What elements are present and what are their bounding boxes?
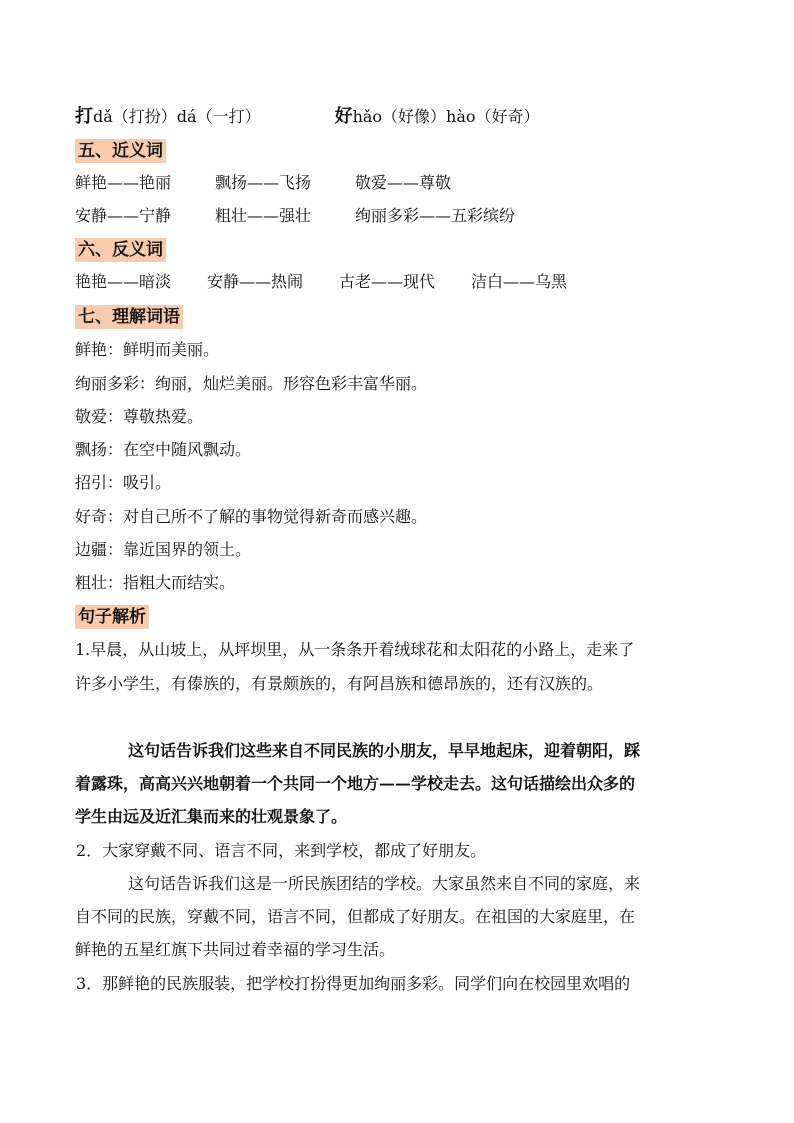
explanation-1-line-2: 着露珠，高高兴兴地朝着一个共同一个地方——学校走去。这句话描绘出众多的: [75, 774, 636, 793]
antonyms-heading: 六、反义词: [73, 238, 168, 262]
explanation-2-line-3: 鲜艳的五星红旗下共同过着幸福的学习生活。: [75, 940, 396, 959]
antonyms-row-1: [75, 271, 567, 293]
polyphonic-readings-hao: hǎo（好像）hào（好奇）: [352, 107, 540, 126]
sentence-2-line-1: 2．大家穿戴不同、语言不同，来到学校，都成了好朋友。: [76, 841, 487, 860]
antonym-pair: 古老——现代: [339, 272, 436, 291]
synonym-pair: 绚丽多彩——五彩缤纷: [355, 206, 516, 225]
antonym-pair: 安静——热闹: [207, 272, 304, 291]
definition-item: 鲜艳：鲜明而美丽。: [75, 340, 220, 359]
synonym-pair: 粗壮——强壮: [215, 206, 312, 225]
definition-item: 飘扬：在空中随风飘动。: [75, 440, 252, 459]
sentence-1-line-1: 1.早晨，从山坡上，从坪坝里，从一条条开着绒球花和太阳花的小路上，走来了: [75, 640, 635, 659]
antonym-pair: 艳艳——暗淡: [75, 272, 172, 291]
explanation-2-line-1: 这句话告诉我们这是一所民族团结的学校。大家虽然来自不同的家庭，来: [128, 874, 641, 893]
antonym-pair: 洁白——乌黑: [471, 272, 568, 291]
synonym-pair: 安静——宁静: [75, 206, 172, 225]
polyphonic-line: [75, 106, 540, 128]
definition-item: 好奇：对自己所不了解的事物觉得新奇而感兴趣。: [75, 507, 428, 526]
explanation-1-line-3: 学生由远及近汇集而来的壮观景象了。: [75, 807, 348, 826]
polyphonic-readings-da: dǎ（打扮）dá（一打）: [93, 107, 261, 126]
explanation-2-line-2: 自不同的民族，穿戴不同，语言不同，但都成了好朋友。在祖国的大家庭里，在: [75, 907, 636, 926]
polyphonic-char-hao: 好: [334, 106, 353, 127]
polyphonic-char-da: 打: [75, 106, 93, 127]
synonym-pair: 飘扬——飞扬: [215, 173, 312, 192]
definition-item: 绚丽多彩：绚丽，灿烂美丽。形容色彩丰富华丽。: [75, 374, 428, 393]
sentence-1-line-2: 许多小学生，有傣族的，有景颇族的，有阿昌族和德昂族的，还有汉族的。: [75, 674, 604, 693]
synonyms-heading: 五、近义词: [73, 139, 168, 163]
synonym-pair: 敬爱——尊敬: [355, 173, 452, 192]
definitions-heading: 七、理解词语: [73, 305, 185, 329]
synonyms-row-1: [75, 172, 451, 194]
definition-item: 招引：吸引。: [75, 473, 172, 492]
explanation-1-line-1: 这句话告诉我们这些来自不同民族的小朋友，早早地起床，迎着朝阳，踩: [128, 741, 641, 760]
sentence-3-line-1: 3．那鲜艳的民族服装，把学校打扮得更加绚丽多彩。同学们向在校园里欢唱的: [76, 974, 631, 993]
definition-item: 边疆：靠近国界的领土。: [75, 540, 252, 559]
synonyms-row-2: [75, 205, 515, 227]
definition-item: 敬爱：尊敬热爱。: [75, 407, 204, 426]
analysis-heading: 句子解析: [73, 605, 151, 629]
definition-item: 粗壮：指粗大而结实。: [75, 573, 236, 592]
synonym-pair: 鲜艳——艳丽: [75, 173, 172, 192]
